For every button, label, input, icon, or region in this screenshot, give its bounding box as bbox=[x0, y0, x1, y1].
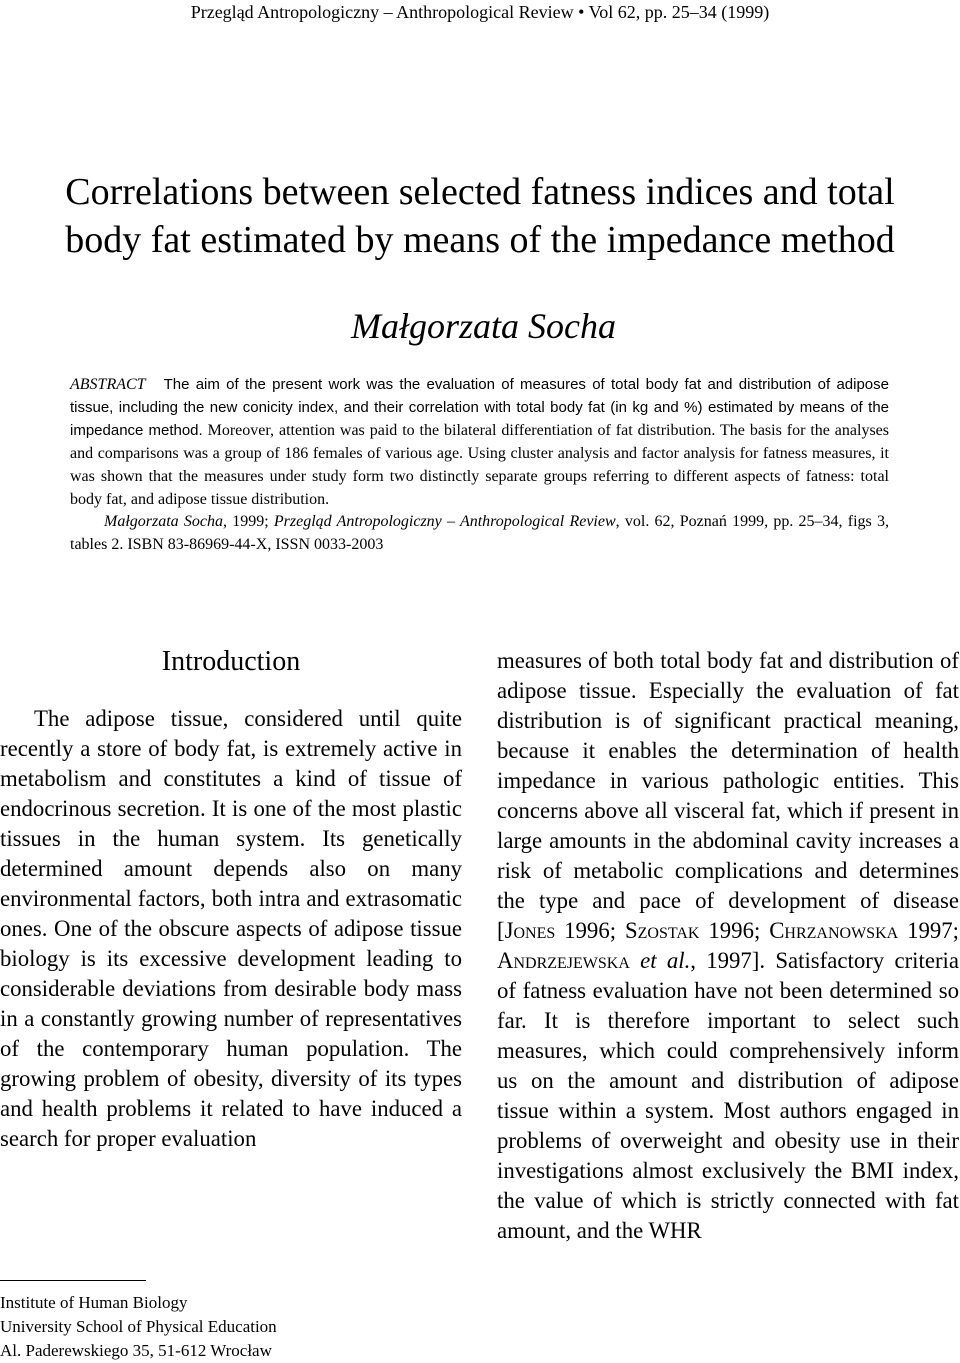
citation-rest: , vol. 62, Poznań 1999, pp. 25–34, figs 3, tables 2. ISBN 83-86969-44-X, ISSN 0033-2003 bbox=[70, 513, 889, 554]
introduction-left-text: The adipose tissue, considered until quite recently a store of body fat, is extremely active in metabolism and constitutes a kind of tissue of endocrinous secretion. It is one of the most plastic tissues in the human system. Its genetically determined amount depends also on many environmental factors, both intra and extrasomatic ones. One of the obscure aspects of adipose tissue biology is its excessive development leading to considerable deviations from desirable body mass in a constantly growing number of representatives of the contemporary human population. The growing problem of obesity, diversity of its types and health problems it related to have induced a search for proper evaluation bbox=[0, 706, 462, 1151]
affiliation-line-3: Al. Paderewskiego 35, 51-612 Wrocław bbox=[0, 1341, 272, 1360]
running-head: Przegląd Antropologiczny – Anthropological Review • Vol 62, pp. 25–34 (1999) bbox=[190, 2, 770, 22]
ref-chrzanowska: Chrzanowska bbox=[769, 918, 899, 943]
author-name: Małgorzata Socha bbox=[351, 306, 616, 346]
abstract-body bbox=[70, 374, 889, 511]
ref-year-3: 1997; bbox=[898, 918, 960, 943]
affiliation bbox=[0, 1291, 277, 1363]
footnote-rule bbox=[0, 1280, 146, 1281]
right-text-part-2: , 1997]. Satisfactory criteria of fatness evaluation have not been determined so far. It is therefore important to select such measures, which could comprehensively inform us on the amount and distribution of adipose tissue within a system. Most authors engaged in problems of overweight and obesity use in their investigations almost exclusively the BMI index, the value of which is strictly connected with fat amount, and the WHR bbox=[497, 948, 959, 1243]
abstract-citation bbox=[70, 511, 889, 557]
abstract-bold-text: The aim of the present work was the evaluation of measures of total body fat and distribution of adipose tissue, including the new conicity index, and their correlation with total body fat (in kg and %) estimated by means of the impedance method. bbox=[70, 376, 889, 439]
ref-year-2: 1996; bbox=[699, 918, 770, 943]
introduction-heading: Introduction bbox=[161, 646, 301, 677]
abstract-body-text: Moreover, attention was paid to the bilateral differentiation of fat distribution. The basis for the analyses and comparisons was a group of 186 females of various age. Using cluster analysis and factor analysis for fatness measures, it was shown that the measures under study form two distinctly separate groups referring to different aspects of fatness: total body fat, and adipose tissue distribution. bbox=[70, 421, 890, 508]
citation-year: , 1999; bbox=[223, 513, 274, 531]
left-column bbox=[0, 644, 462, 1154]
title-line-2: body fat estimated by means of the impedance method bbox=[65, 219, 895, 261]
citation-author: Małgorzata Socha bbox=[104, 513, 223, 531]
right-text-part-1: measures of both total body fat and distribution of adipose tissue. Especially the evaluation of fat distribution is of significant practical meaning, because it enables the determination of health impedance in various pathologic entities. This concerns above all visceral fat, which if present in large amounts in the abdominal cavity increases a risk of metabolic complications and determines the type and pace of development of disease [ bbox=[497, 648, 959, 943]
ref-andrzejewska: Andrzejewska bbox=[497, 948, 630, 973]
abstract bbox=[70, 374, 889, 557]
article-title bbox=[0, 168, 960, 264]
title-line-1: Correlations between selected fatness indices and total bbox=[65, 171, 895, 213]
affiliation-line-1: Institute of Human Biology bbox=[0, 1293, 188, 1312]
ref-szostak: Szostak bbox=[624, 918, 700, 943]
right-column bbox=[497, 644, 959, 1246]
ref-jones: Jones bbox=[504, 918, 556, 943]
affiliation-line-2: University School of Physical Education bbox=[0, 1317, 277, 1336]
ref-et-al: et al. bbox=[629, 948, 691, 973]
abstract-label: ABSTRACT bbox=[70, 376, 146, 393]
citation-journal: Przegląd Antropologiczny – Anthropological Review bbox=[273, 513, 616, 531]
ref-year-1: 1996; bbox=[555, 918, 625, 943]
introduction-right-text bbox=[497, 646, 959, 1246]
